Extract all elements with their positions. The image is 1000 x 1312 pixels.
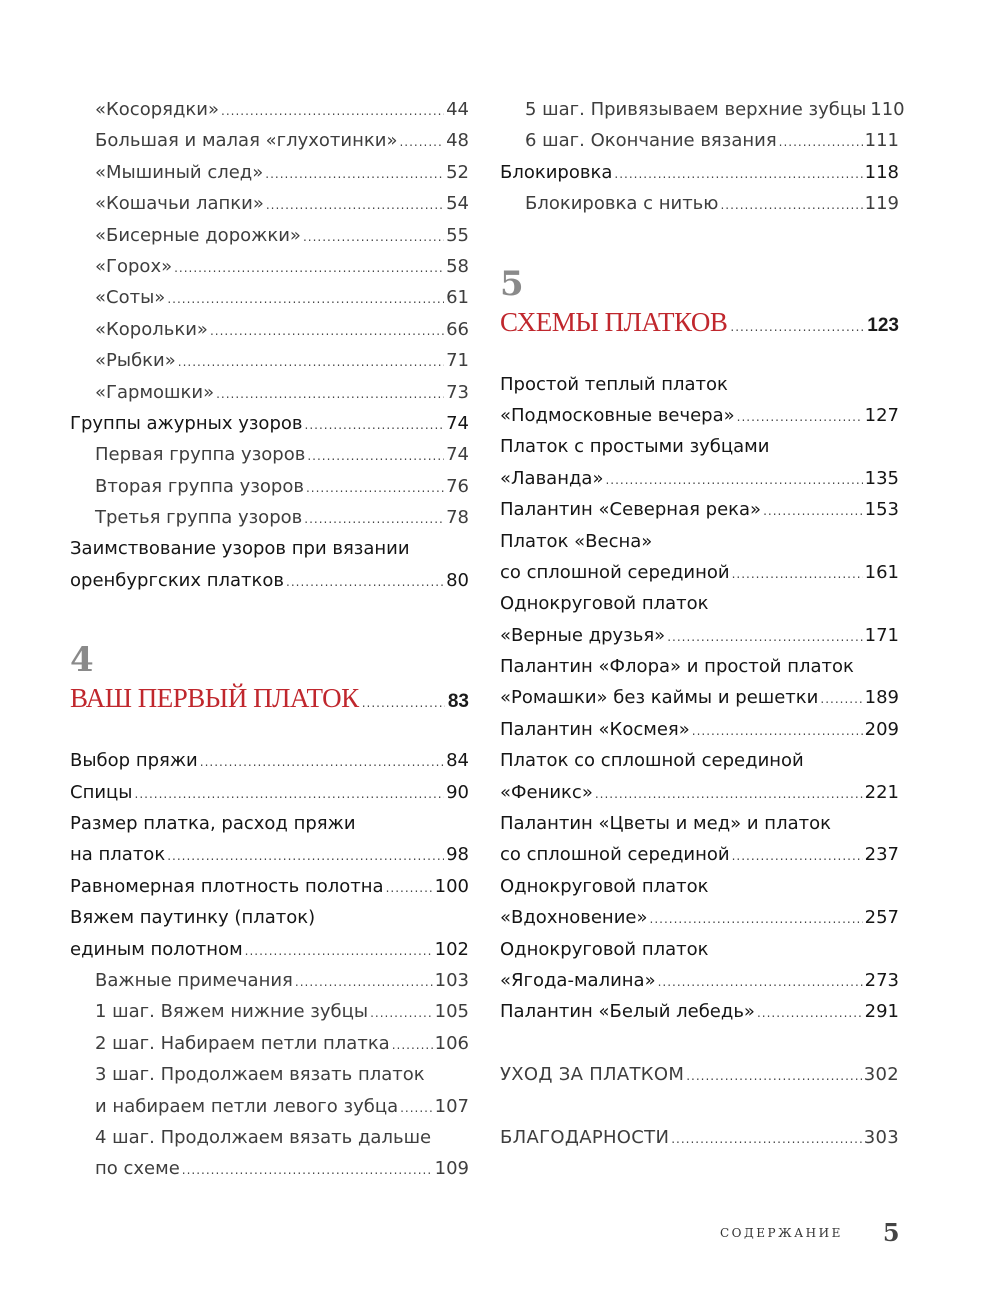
entry-label: «Подмосковные вечера» bbox=[500, 404, 735, 426]
leader-dots bbox=[392, 1030, 433, 1061]
toc-entry[interactable] bbox=[500, 934, 899, 965]
toc-entry[interactable] bbox=[70, 188, 469, 219]
leader-dots bbox=[167, 284, 444, 315]
entry-label: «Соты» bbox=[95, 287, 166, 309]
toc-entry[interactable] bbox=[500, 494, 899, 525]
entry-label: «Косорядки» bbox=[95, 99, 219, 120]
entry-page: 100 bbox=[434, 875, 469, 897]
toc-entry[interactable] bbox=[70, 251, 469, 282]
entry-label: Вяжем паутинку (платок) bbox=[70, 907, 316, 929]
entry-label: 3 шаг. Продолжаем вязать платок bbox=[95, 1064, 425, 1086]
toc-entry[interactable] bbox=[70, 808, 469, 839]
entry-label: оренбургских платков bbox=[70, 569, 285, 591]
toc-entry[interactable] bbox=[500, 526, 899, 557]
toc-entry[interactable] bbox=[500, 125, 899, 156]
toc-entry[interactable] bbox=[500, 620, 899, 651]
toc-entry[interactable] bbox=[500, 651, 899, 682]
toc-entry[interactable] bbox=[70, 125, 469, 156]
leader-dots bbox=[720, 190, 862, 221]
entry-label: «Кошачьи лапки» bbox=[95, 193, 264, 215]
toc-entry[interactable] bbox=[70, 282, 469, 313]
leader-dots bbox=[671, 1124, 862, 1155]
toc-entry[interactable] bbox=[500, 431, 899, 462]
entry-label: Третья группа узоров bbox=[95, 507, 303, 529]
leader-dots bbox=[295, 967, 433, 998]
entry-page: 66 bbox=[446, 318, 469, 340]
leader-dots bbox=[400, 1093, 433, 1124]
page-number: 5 bbox=[882, 1218, 900, 1247]
entry-label: Платок «Весна» bbox=[500, 530, 653, 552]
entry-page: 303 bbox=[863, 1126, 899, 1148]
entry-label: Простой теплый платок bbox=[500, 373, 728, 395]
leader-dots bbox=[307, 441, 444, 472]
toc-entry[interactable] bbox=[500, 682, 899, 713]
toc-entry[interactable] bbox=[500, 400, 899, 431]
toc-entry[interactable] bbox=[70, 965, 469, 996]
chapter-heading[interactable] bbox=[500, 304, 899, 340]
entry-label: «Гармошки» bbox=[95, 381, 215, 403]
entry-page: 54 bbox=[446, 193, 469, 215]
entry-label: Выбор пряжи bbox=[70, 750, 198, 772]
entry-page: 237 bbox=[864, 844, 899, 866]
entry-label: Вторая группа узоров bbox=[95, 475, 304, 497]
toc-entry[interactable] bbox=[500, 94, 905, 125]
entry-page: 52 bbox=[446, 161, 469, 183]
entry-page: 302 bbox=[863, 1064, 899, 1086]
leader-dots bbox=[362, 685, 445, 721]
entry-page: 291 bbox=[864, 1001, 899, 1023]
entry-page: 111 bbox=[864, 130, 899, 152]
entry-page: 98 bbox=[446, 844, 469, 866]
entry-page: 107 bbox=[434, 1095, 469, 1117]
entry-page: 110 bbox=[870, 99, 905, 120]
entry-label: Заимствование узоров при вязании bbox=[70, 538, 410, 560]
entry-label: Палантин «Цветы и мед» и платок bbox=[500, 813, 831, 835]
toc-entry[interactable] bbox=[70, 408, 469, 439]
toc-entry[interactable] bbox=[70, 871, 469, 902]
entry-label: Платок со сплошной серединой bbox=[500, 750, 804, 772]
entry-page: 80 bbox=[446, 569, 469, 591]
entry-page: 171 bbox=[864, 624, 899, 646]
leader-dots bbox=[245, 936, 433, 967]
entry-label: «Вдохновение» bbox=[500, 907, 648, 929]
toc-left-column bbox=[70, 94, 469, 1185]
leader-dots bbox=[304, 504, 444, 535]
toc-entry[interactable] bbox=[70, 220, 469, 251]
spacer bbox=[500, 1091, 899, 1122]
spacer bbox=[500, 220, 899, 264]
leader-dots bbox=[692, 716, 863, 747]
entry-label: Однокруговой платок bbox=[500, 875, 709, 897]
entry-page: 74 bbox=[446, 412, 469, 434]
toc-entry[interactable] bbox=[500, 369, 899, 400]
entry-label: Блокировка bbox=[500, 161, 613, 183]
leader-dots bbox=[286, 567, 444, 598]
toc-entry[interactable] bbox=[70, 902, 469, 933]
toc-entry[interactable] bbox=[500, 777, 899, 808]
entry-page: 102 bbox=[434, 938, 469, 960]
entry-label: «Верные друзья» bbox=[500, 624, 666, 646]
entry-page: 73 bbox=[446, 381, 469, 403]
toc-entry[interactable] bbox=[500, 808, 899, 839]
toc-entry[interactable] bbox=[500, 871, 899, 902]
entry-page: 209 bbox=[864, 718, 899, 740]
entry-page: 127 bbox=[864, 404, 899, 426]
entry-page: 61 bbox=[446, 287, 469, 309]
chapter-number: 4 bbox=[70, 640, 94, 681]
toc-entry[interactable] bbox=[70, 565, 469, 596]
toc-entry[interactable] bbox=[500, 557, 899, 588]
toc-entry[interactable] bbox=[70, 1059, 469, 1090]
leader-dots bbox=[216, 379, 444, 410]
toc-entry[interactable] bbox=[500, 463, 899, 494]
entry-label: 6 шаг. Окончание вязания bbox=[525, 130, 777, 152]
toc-entry[interactable] bbox=[70, 745, 469, 776]
running-footer-title: СОДЕРЖАНИЕ bbox=[720, 1225, 843, 1240]
leader-dots bbox=[732, 841, 863, 872]
entry-label: Блокировка с нитью bbox=[525, 193, 719, 215]
entry-label: Палантин «Белый лебедь» bbox=[500, 1001, 755, 1023]
leader-dots bbox=[763, 496, 863, 527]
entry-label: Палантин «Флора» и простой платок bbox=[500, 656, 854, 678]
entry-label: Большая и малая «глухотинки» bbox=[95, 130, 398, 152]
entry-label: «Ромашки» без каймы и решетки bbox=[500, 687, 819, 709]
spacer bbox=[70, 596, 469, 640]
leader-dots bbox=[732, 559, 863, 590]
entry-page: 257 bbox=[864, 907, 899, 929]
leader-dots bbox=[135, 779, 445, 810]
toc-entry[interactable] bbox=[70, 777, 469, 808]
toc-entry[interactable] bbox=[70, 345, 469, 376]
entry-page: 58 bbox=[446, 255, 469, 277]
leader-dots bbox=[210, 316, 444, 347]
leader-dots bbox=[595, 779, 863, 810]
entry-label: и набираем петли левого зубца bbox=[95, 1095, 399, 1117]
toc-entry[interactable] bbox=[70, 1028, 469, 1059]
leader-dots bbox=[779, 127, 863, 158]
entry-label: Палантин «Северная река» bbox=[500, 499, 762, 521]
entry-label: Однокруговой платок bbox=[500, 593, 709, 615]
leader-dots bbox=[178, 347, 444, 378]
entry-page: 105 bbox=[434, 1001, 469, 1023]
leader-dots bbox=[650, 904, 863, 935]
entry-label: «Мышиный след» bbox=[95, 161, 264, 183]
toc-entry[interactable] bbox=[500, 714, 899, 745]
entry-label: Важные примечания bbox=[95, 969, 293, 991]
entry-page: 106 bbox=[434, 1032, 469, 1054]
entry-label: Однокруговой платок bbox=[500, 938, 709, 960]
leader-dots bbox=[266, 190, 444, 221]
chapter-title: ВАШ ПЕРВЫЙ ПЛАТОК bbox=[70, 683, 359, 714]
entry-label: Палантин «Космея» bbox=[500, 718, 690, 740]
toc-entry[interactable] bbox=[500, 157, 899, 188]
leader-dots bbox=[386, 873, 433, 904]
entry-label: «Лаванда» bbox=[500, 467, 604, 489]
leader-dots bbox=[200, 747, 444, 778]
toc-entry[interactable] bbox=[70, 377, 469, 408]
entry-label: «Бисерные дорожки» bbox=[95, 224, 301, 246]
toc-entry[interactable] bbox=[500, 588, 899, 619]
leader-dots bbox=[757, 998, 863, 1029]
entry-page: 119 bbox=[864, 193, 899, 215]
entry-page: 103 bbox=[434, 969, 469, 991]
toc-entry[interactable] bbox=[70, 157, 469, 188]
entry-label: единым полотном bbox=[70, 938, 243, 960]
toc-entry[interactable] bbox=[70, 471, 469, 502]
leader-dots bbox=[605, 465, 862, 496]
entry-page: 189 bbox=[864, 687, 899, 709]
entry-page: 84 bbox=[446, 750, 469, 772]
entry-label: Равномерная плотность полотна bbox=[70, 875, 384, 897]
leader-dots bbox=[182, 1155, 433, 1186]
chapter-page: 123 bbox=[867, 314, 899, 336]
spacer bbox=[500, 1028, 899, 1059]
leader-dots bbox=[686, 1061, 862, 1092]
toc-entry[interactable] bbox=[500, 745, 899, 776]
entry-label: 2 шаг. Набираем петли платка bbox=[95, 1032, 390, 1054]
entry-page: 74 bbox=[446, 444, 469, 466]
entry-page: 90 bbox=[446, 781, 469, 803]
entry-label: «Корольки» bbox=[95, 318, 208, 340]
entry-page: 135 bbox=[864, 467, 899, 489]
entry-page: 71 bbox=[446, 350, 469, 372]
leader-dots bbox=[306, 473, 444, 504]
leader-dots bbox=[265, 159, 444, 190]
chapter-page: 83 bbox=[447, 691, 469, 713]
leader-dots bbox=[730, 309, 864, 345]
toc-entry[interactable] bbox=[70, 533, 469, 564]
entry-page: 44 bbox=[446, 99, 469, 120]
leader-dots bbox=[820, 684, 862, 715]
page-footer bbox=[720, 1218, 900, 1247]
toc-entry[interactable] bbox=[500, 965, 899, 996]
entry-page: 161 bbox=[864, 561, 899, 583]
toc-entry[interactable] bbox=[70, 1091, 469, 1122]
toc-entry[interactable] bbox=[70, 996, 469, 1027]
entry-label: УХОД ЗА ПЛАТКОМ bbox=[500, 1064, 685, 1086]
entry-label: БЛАГОДАРНОСТИ bbox=[500, 1126, 670, 1148]
leader-dots bbox=[303, 222, 444, 253]
entry-label: Размер платка, расход пряжи bbox=[70, 813, 356, 835]
toc-entry[interactable] bbox=[500, 188, 899, 219]
entry-label: по схеме bbox=[95, 1158, 180, 1180]
entry-label: «Феникс» bbox=[500, 781, 593, 803]
entry-page: 48 bbox=[446, 130, 469, 152]
entry-page: 78 bbox=[446, 507, 469, 529]
toc-entry[interactable] bbox=[70, 1153, 469, 1184]
entry-label: Платок с простыми зубцами bbox=[500, 436, 770, 458]
entry-label: со сплошной серединой bbox=[500, 561, 730, 583]
toc-entry[interactable] bbox=[500, 902, 899, 933]
toc-right-column bbox=[500, 94, 905, 1153]
toc-entry[interactable] bbox=[70, 1122, 469, 1153]
entry-label: 5 шаг. Привязываем верхние зубцы bbox=[525, 99, 867, 120]
toc-entry[interactable] bbox=[70, 839, 469, 870]
entry-label: Спицы bbox=[70, 781, 133, 803]
toc-entry[interactable] bbox=[70, 439, 469, 470]
leader-dots bbox=[174, 253, 444, 284]
toc-entry-thanks[interactable] bbox=[500, 1122, 899, 1153]
entry-page: 118 bbox=[864, 161, 899, 183]
entry-page: 153 bbox=[864, 499, 899, 521]
entry-label: со сплошной серединой bbox=[500, 844, 730, 866]
leader-dots bbox=[667, 622, 862, 653]
leader-dots bbox=[221, 96, 444, 127]
leader-dots bbox=[399, 127, 444, 158]
toc-entry[interactable] bbox=[500, 839, 899, 870]
entry-label: «Рыбки» bbox=[95, 350, 176, 372]
toc-entry[interactable] bbox=[70, 502, 469, 533]
leader-dots bbox=[167, 841, 444, 872]
entry-label: Первая группа узоров bbox=[95, 444, 306, 466]
leader-dots bbox=[614, 159, 862, 190]
entry-label: 1 шаг. Вяжем нижние зубцы bbox=[95, 1001, 369, 1023]
toc-entry[interactable] bbox=[70, 94, 469, 125]
entry-page: 273 bbox=[864, 969, 899, 991]
chapter-number: 5 bbox=[500, 263, 524, 304]
leader-dots bbox=[737, 402, 863, 433]
toc-entry[interactable] bbox=[70, 314, 469, 345]
entry-page: 55 bbox=[446, 224, 469, 246]
entry-page: 76 bbox=[446, 475, 469, 497]
chapter-title: СХЕМЫ ПЛАТКОВ bbox=[500, 306, 728, 337]
toc-entry[interactable] bbox=[70, 934, 469, 965]
chapter-heading[interactable] bbox=[70, 680, 469, 716]
entry-page: 221 bbox=[864, 781, 899, 803]
entry-label: на платок bbox=[70, 844, 166, 866]
entry-label: Группы ажурных узоров bbox=[70, 412, 303, 434]
leader-dots bbox=[305, 410, 445, 441]
entry-label: «Ягода-малина» bbox=[500, 969, 656, 991]
toc-entry-care[interactable] bbox=[500, 1059, 899, 1090]
entry-label: «Горох» bbox=[95, 255, 173, 277]
leader-dots bbox=[370, 998, 433, 1029]
entry-label: 4 шаг. Продолжаем вязать дальше bbox=[95, 1126, 432, 1148]
entry-page: 109 bbox=[434, 1158, 469, 1180]
toc-entry[interactable] bbox=[500, 996, 899, 1027]
leader-dots bbox=[658, 967, 863, 998]
